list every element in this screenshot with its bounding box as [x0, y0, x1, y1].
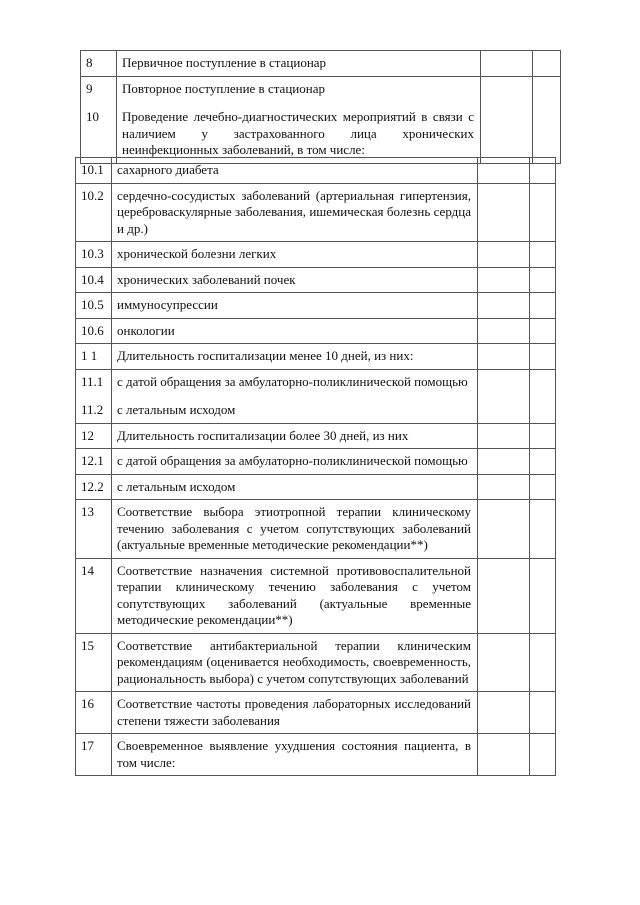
table-row	[81, 51, 561, 77]
row-text: с летальным исходом	[117, 402, 236, 417]
row-number: 12	[76, 423, 112, 449]
value-cell	[478, 558, 530, 633]
row-number: 10.5	[76, 293, 112, 319]
row-text: онкологии	[112, 318, 478, 344]
table-row	[76, 692, 556, 734]
row-number: 13	[76, 500, 112, 559]
table-row	[76, 423, 556, 449]
value-cell	[530, 692, 556, 734]
value-cell	[530, 474, 556, 500]
value-cell	[530, 267, 556, 293]
value-cell	[533, 51, 561, 77]
table-row	[76, 734, 556, 776]
value-cell	[530, 369, 556, 423]
table-row	[76, 242, 556, 268]
row-text: сердечно-сосудистых заболеваний (артериальная гипертензия, цереброваскулярные заболевания, ишемическая болезнь сердца и др.)	[112, 183, 478, 242]
row-number: 11.2	[81, 402, 104, 417]
row-text: Проведение лечебно-диагностических мероприятий в связи с наличием у застрахованного лица хронических неинфекционных заболеваний, в том числе:	[122, 109, 474, 157]
criteria-table-top	[80, 50, 561, 164]
value-cell	[530, 318, 556, 344]
row-text: Длительность госпитализации менее 10 дней, из них:	[112, 344, 478, 370]
row-text: хронической болезни легких	[112, 242, 478, 268]
value-cell	[478, 318, 530, 344]
value-cell	[481, 51, 533, 77]
row-number: 10.1	[76, 158, 112, 184]
table-row	[76, 369, 556, 423]
value-cell	[530, 158, 556, 184]
table-row	[76, 449, 556, 475]
row-text: сахарного диабета	[112, 158, 478, 184]
row-number: 11.1	[81, 373, 104, 389]
table-row	[81, 76, 561, 163]
row-number: 17	[76, 734, 112, 776]
row-number: 16	[76, 692, 112, 734]
value-cell	[530, 242, 556, 268]
row-text: Первичное поступление в стационар	[117, 51, 481, 77]
table-row	[76, 558, 556, 633]
value-cell	[478, 692, 530, 734]
value-cell	[530, 293, 556, 319]
row-text: иммуносупрессии	[112, 293, 478, 319]
value-cell	[478, 369, 530, 423]
row-text: Длительность госпитализации более 30 дней, из них	[112, 423, 478, 449]
row-number: 10.2	[76, 183, 112, 242]
value-cell	[481, 76, 533, 163]
value-cell	[478, 183, 530, 242]
table-row	[76, 633, 556, 692]
row-number: 15	[76, 633, 112, 692]
table-row	[76, 183, 556, 242]
value-cell	[478, 633, 530, 692]
row-number: 10.4	[76, 267, 112, 293]
row-number: 10.3	[76, 242, 112, 268]
row-text: Повторное поступление в стационар	[122, 80, 325, 96]
value-cell	[478, 734, 530, 776]
row-text: Соответствие частоты проведения лабораторных исследований степени тяжести заболевания	[112, 692, 478, 734]
row-text: с летальным исходом	[112, 474, 478, 500]
row-number-cell	[76, 369, 112, 423]
row-text: Соответствие назначения системной противовоспалительной терапии клиническому течению заболевания с учетом сопутствующих заболеваний (актуальные временные методические рекомендации**)	[112, 558, 478, 633]
row-text-cell	[112, 369, 478, 423]
value-cell	[478, 474, 530, 500]
value-cell	[478, 293, 530, 319]
value-cell	[530, 500, 556, 559]
row-text: Своевременное выявление ухудшения состояния пациента, в том числе:	[112, 734, 478, 776]
table-row	[76, 318, 556, 344]
table-row	[76, 158, 556, 184]
row-text-cell	[117, 76, 481, 163]
value-cell	[530, 734, 556, 776]
row-text: с датой обращения за амбулаторно-поликлинической помощью	[112, 449, 478, 475]
row-number: 1 1	[76, 344, 112, 370]
row-text: хронических заболеваний почек	[112, 267, 478, 293]
value-cell	[530, 558, 556, 633]
row-text: Соответствие антибактериальной терапии клиническим рекомендациям (оценивается необходимость, своевременность, рациональность выбора) с учетом сопутствующих заболеваний	[112, 633, 478, 692]
value-cell	[530, 344, 556, 370]
value-cell	[478, 242, 530, 268]
value-cell	[530, 423, 556, 449]
value-cell	[530, 183, 556, 242]
value-cell	[478, 344, 530, 370]
row-number: 12.2	[76, 474, 112, 500]
value-cell	[533, 76, 561, 163]
row-number: 14	[76, 558, 112, 633]
row-number-cell	[81, 76, 117, 163]
table-row	[76, 474, 556, 500]
criteria-table-main	[75, 157, 556, 776]
row-number: 10	[86, 109, 99, 124]
row-number: 8	[81, 51, 117, 77]
value-cell	[478, 158, 530, 184]
row-text: с датой обращения за амбулаторно-поликлинической помощью	[117, 373, 468, 389]
value-cell	[478, 500, 530, 559]
row-number: 12.1	[76, 449, 112, 475]
value-cell	[530, 449, 556, 475]
table-row	[76, 344, 556, 370]
table-row	[76, 293, 556, 319]
row-text: Соответствие выбора этиотропной терапии клиническому течению заболевания с учетом сопутствующих заболеваний (актуальные временные методические рекомендации**)	[112, 500, 478, 559]
value-cell	[478, 267, 530, 293]
value-cell	[478, 423, 530, 449]
table-row	[76, 500, 556, 559]
value-cell	[530, 633, 556, 692]
value-cell	[478, 449, 530, 475]
table-row	[76, 267, 556, 293]
row-number: 10.6	[76, 318, 112, 344]
row-number: 9	[86, 80, 93, 96]
